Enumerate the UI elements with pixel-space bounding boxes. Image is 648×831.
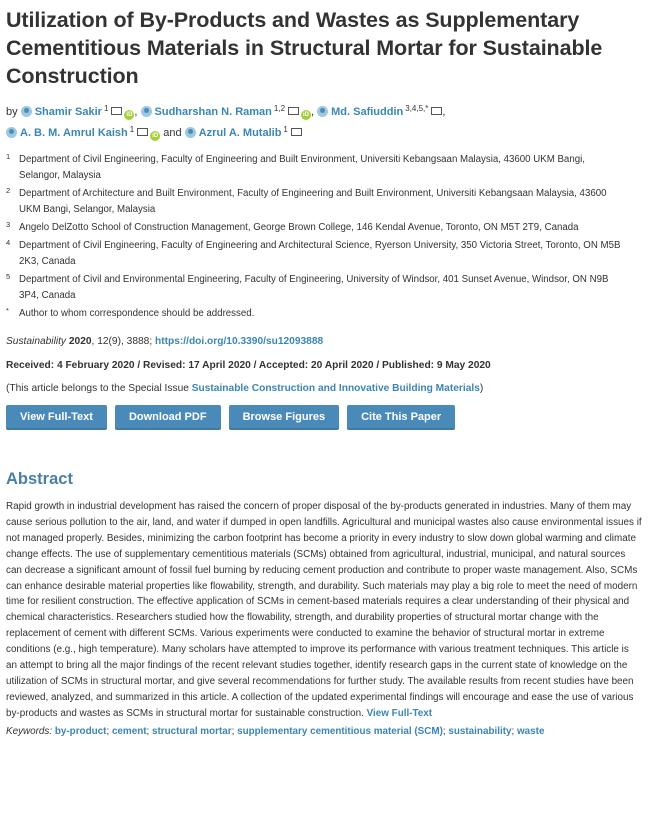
author-affil-sup: 1 <box>103 104 109 113</box>
citation-line <box>6 336 642 347</box>
affiliation-list <box>6 152 621 322</box>
author-name[interactable]: A. B. M. Amrul Kaish <box>20 127 128 139</box>
keyword-link[interactable]: by-product <box>54 725 107 737</box>
author-list: by Shamir Sakir $^1$iD , Sudharshan N. Raman $^{1,2}$iD , Md. Safiuddin $^{3,4,5,*}$ , A. B. M. Amrul Kaish $^1$iD and Azrul A. Mutalib $^1$ <box>6 104 446 139</box>
abstract-text: Rapid growth in industrial development has raised the concern of proper disposal of the by-products generated in industries. Many of them may cause serious pollution to the air, land, and water if dumped in open landfills. Agricultural and municipal wastes also cause environmental issues if not managed properly. Besides, minimizing the carbon footprint has become a priority in every industry to slow down global warming and climate change effects. The use of supplementary cementitious materials (SCMs) obtained from agricultural, industrial, municipal, and natural sources can decrease a significant amount of fossil fuel burning by reducing cement production and contribute to proper waste management. Also, SCMs can enhance desirable material properties like flowability, strength, and durability. Such materials may play a big role to meet the need of modern time for resilient construction. The effective application of SCMs in cement-based materials requires a clear understanding of their physical and chemical characteristics. Researchers studied how the flowability, strength, and durability properties of structural mortar change with the replacement of cement with different SCMs. Various experiments were conducted to examine the behavior of structural mortar in extreme conditions (e.g., high temperature). Many scholars have attempted to improve its performance with various treatment techniques. This article is an attempt to bring all the major findings of the recent relevant studies together, identify research gaps in the current state of knowledge on the utilization of SCMs in structural mortar, and give several recommendations for further study. The available results from recent studies have been reviewed, analyzed, and summarized in this article. A collection of the updated experimental findings will encourage and ease the use of various by-products and wastes as SCMs in structural mortar for sustainable construction. <box>6 501 642 719</box>
orcid-icon[interactable]: iD <box>152 133 159 139</box>
keyword-link[interactable]: cement <box>111 725 147 737</box>
special-issue-prefix: (This article belongs to the Special Issue <box>6 383 192 394</box>
publication-dates: Received: 4 February 2020 / Revised: 17 April 2020 / Accepted: 20 April 2020 / Published: 9 May 2020 <box>6 360 491 371</box>
author-profile-icon[interactable] <box>141 106 152 117</box>
view-full-text-link[interactable]: View Full-Text <box>366 707 433 719</box>
email-icon[interactable] <box>288 107 299 115</box>
affiliation-number: 3 <box>6 220 11 229</box>
browse-figures-button[interactable]: Browse Figures <box>229 405 340 430</box>
affiliation-text: Author to whom correspondence should be addressed. <box>19 308 255 319</box>
affiliation-number: 1 <box>6 152 11 161</box>
affiliation-item <box>6 272 621 304</box>
keyword-link[interactable]: supplementary cementitious material (SCM) <box>237 725 443 737</box>
email-icon[interactable] <box>111 107 122 115</box>
keyword-link[interactable]: sustainability <box>448 725 512 737</box>
affiliation-item <box>6 152 621 184</box>
citation-year: 2020 <box>68 336 92 347</box>
action-buttons <box>6 405 642 430</box>
download-pdf-button[interactable]: Download PDF <box>115 405 221 430</box>
affiliation-text: Department of Civil and Environmental Engineering, Faculty of Engineering, University of Windsor, 401 Sunset Avenue, Windsor, ON N9B 3P4, Canada <box>19 274 609 301</box>
author-profile-icon[interactable] <box>6 127 17 138</box>
author-name[interactable]: Sudharshan N. Raman <box>154 106 272 118</box>
affiliation-item <box>6 220 621 236</box>
article-title: Utilization of By-Products and Wastes as Supplementary Cementitious Materials in Structural Mortar for Sustainable Construction <box>6 8 603 88</box>
email-icon[interactable] <box>291 128 302 136</box>
email-icon[interactable] <box>431 107 442 115</box>
affiliation-number: 2 <box>6 186 11 195</box>
author-affil-sup: 1 <box>283 125 288 134</box>
keywords: Keywords: by-product; cement; structural mortar; supplementary cementitious material (SCM); sustainability; waste <box>6 725 545 737</box>
affiliation-number: 5 <box>6 272 11 281</box>
and-label: and <box>163 127 182 139</box>
cite-paper-button[interactable]: Cite This Paper <box>347 405 455 430</box>
author-affil-sup: 3,4,5,* <box>405 104 429 113</box>
author-1[interactable] <box>21 106 135 118</box>
view-full-text-button[interactable]: View Full-Text <box>6 405 107 430</box>
author-profile-icon[interactable] <box>21 106 32 117</box>
author-name[interactable]: Shamir Sakir <box>34 106 102 118</box>
author-2[interactable] <box>141 106 311 118</box>
by-label: by <box>6 106 18 118</box>
abstract-body <box>6 499 642 722</box>
author-profile-icon[interactable] <box>185 127 196 138</box>
article-page <box>0 6 648 831</box>
author-5[interactable] <box>185 127 302 139</box>
affiliation-text: Angelo DelZotto School of Construction Management, George Brown College, 146 Kendal Avenue, Toronto, ON M5T 2T9, Canada <box>19 222 579 233</box>
orcid-icon[interactable]: iD <box>303 112 310 118</box>
affiliation-item <box>6 238 621 270</box>
email-icon[interactable] <box>137 128 148 136</box>
author-name[interactable]: Md. Safiuddin <box>331 106 404 118</box>
affiliation-item <box>6 306 621 322</box>
special-issue-link[interactable]: Sustainable Construction and Innovative Building Materials <box>191 383 480 394</box>
author-name[interactable]: Azrul A. Mutalib <box>198 127 282 139</box>
author-3[interactable] <box>317 106 442 118</box>
special-issue-note <box>6 383 642 394</box>
affiliation-text: Department of Civil Engineering, Faculty of Engineering and Built Environment, Universiti Kebangsaan Malaysia, 43600 UKM Bangi, Selangor, Malaysia <box>19 154 585 181</box>
keywords-label: Keywords: <box>6 725 53 737</box>
abstract-heading: Abstract <box>6 470 73 488</box>
author-profile-icon[interactable] <box>317 106 328 117</box>
affiliation-number: * <box>6 306 9 315</box>
author-affil-sup: 1 <box>129 125 135 134</box>
author-affil-sup: 1,2 <box>273 104 286 113</box>
author-4[interactable] <box>6 127 160 139</box>
citation-volume: , 12(9), 3888; <box>91 336 153 347</box>
keyword-link[interactable]: waste <box>516 725 545 737</box>
journal-name: Sustainability <box>6 336 67 347</box>
orcid-icon[interactable]: iD <box>126 112 133 118</box>
special-issue-suffix: ) <box>479 383 484 394</box>
doi-link[interactable]: https://doi.org/10.3390/su12093888 <box>155 336 324 347</box>
keyword-link[interactable]: structural mortar <box>152 725 232 737</box>
affiliation-text: Department of Architecture and Built Environment, Faculty of Engineering and Built Environment, Universiti Kebangsaan Malaysia, 43600 UKM Bangi, Selangor, Malaysia <box>19 188 607 215</box>
affiliation-number: 4 <box>6 238 11 247</box>
affiliation-item <box>6 186 621 218</box>
affiliation-text: Department of Civil Engineering, Faculty of Engineering and Architectural Science, Ryerson University, 350 Victoria Street, Toronto, ON M5B 2K3, Canada <box>19 240 621 267</box>
